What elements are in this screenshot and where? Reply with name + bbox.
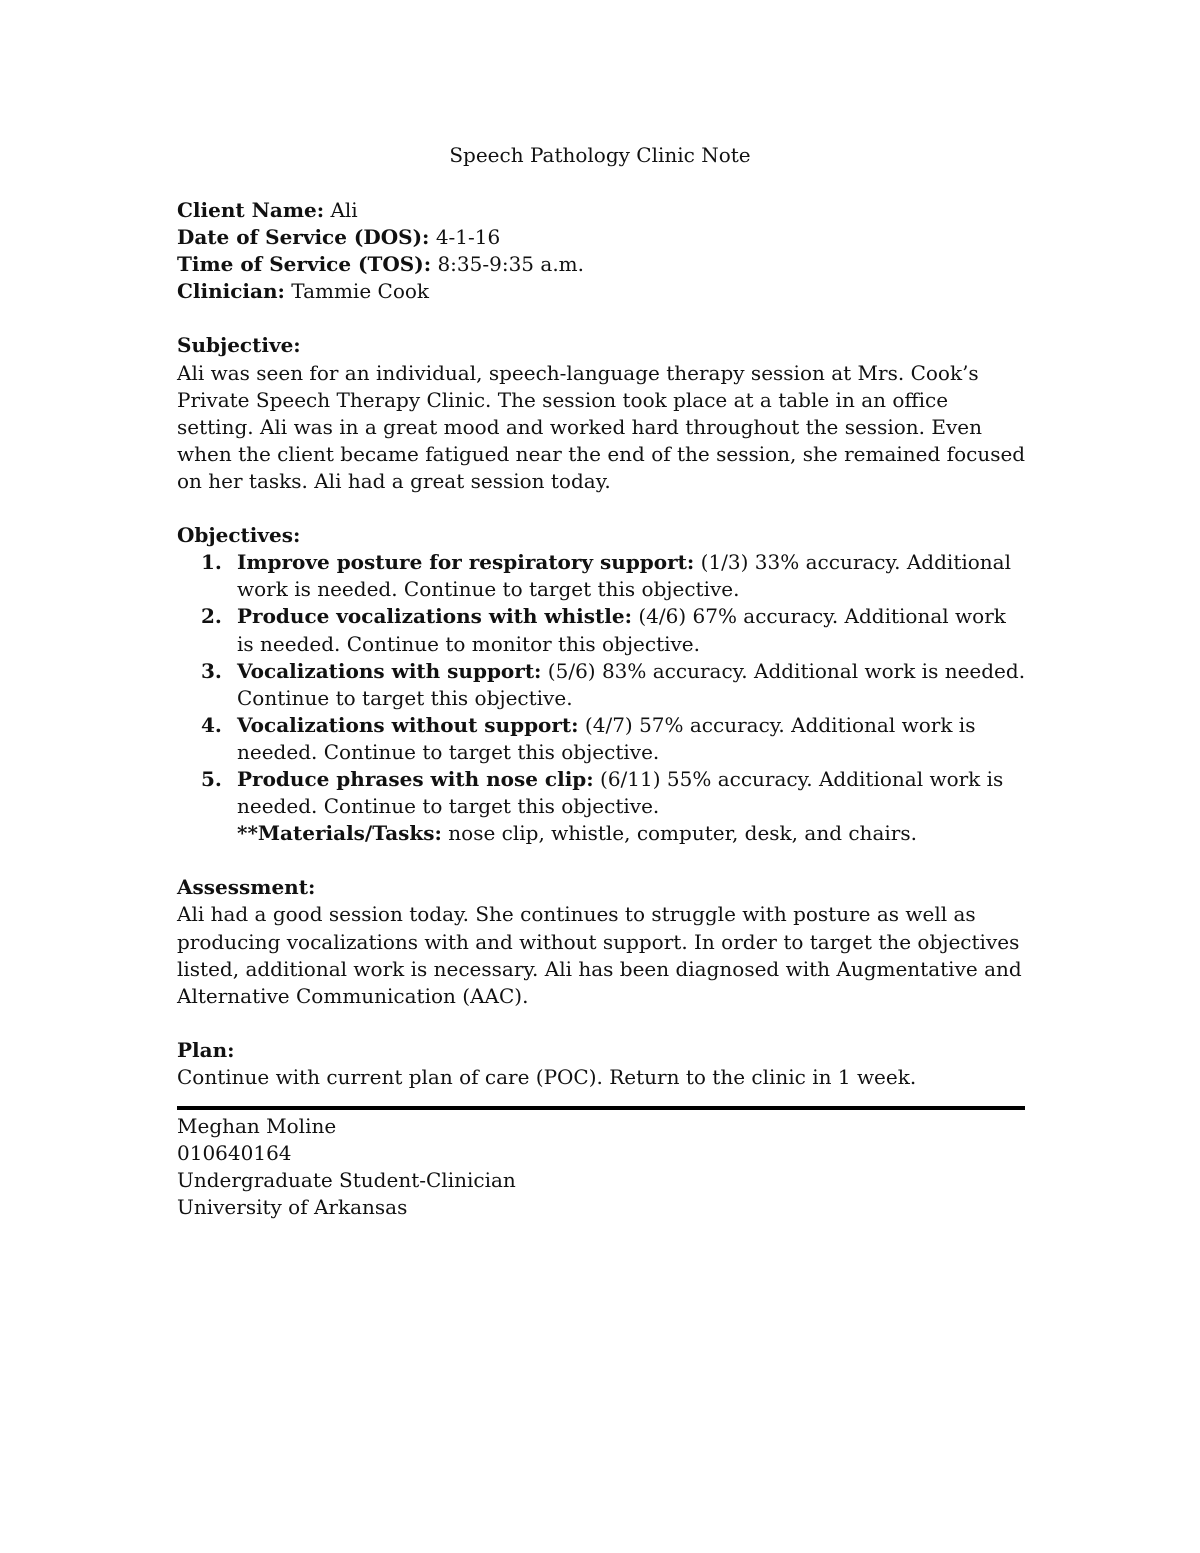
objective-label: Vocalizations with support: bbox=[237, 658, 542, 683]
objective-number: 5. bbox=[201, 766, 222, 791]
objective-label: Improve posture for respiratory support: bbox=[237, 550, 695, 575]
subjective-heading: Subjective: bbox=[177, 333, 301, 358]
time-of-service-line bbox=[177, 251, 1027, 278]
clinician-line bbox=[177, 278, 1027, 305]
objectives-section bbox=[177, 522, 1027, 847]
objective-item bbox=[177, 766, 1027, 820]
materials-label: **Materials/Tasks: bbox=[237, 821, 442, 846]
client-info bbox=[177, 197, 1027, 305]
objective-number: 1. bbox=[201, 550, 222, 575]
spacer bbox=[177, 305, 1027, 332]
signature-divider bbox=[177, 1106, 1025, 1110]
objective-label: Produce phrases with nose clip: bbox=[237, 766, 594, 791]
objective-text: (4/6) 67% accuracy. Additional work is needed. Continue to monitor this objective. bbox=[237, 604, 1006, 656]
objective-number: 3. bbox=[201, 658, 222, 683]
objective-number: 2. bbox=[201, 604, 222, 629]
plan-section bbox=[177, 1037, 1027, 1091]
client-name-line bbox=[177, 197, 1027, 224]
spacer bbox=[177, 847, 1027, 874]
plan-text: Continue with current plan of care (POC). Return to the clinic in 1 week. bbox=[177, 1065, 917, 1089]
assessment-section bbox=[177, 874, 1027, 1009]
signature-id: 010640164 bbox=[177, 1141, 292, 1166]
signature-role: Undergraduate Student-Clinician bbox=[177, 1168, 516, 1193]
date-of-service-value: 4-1-16 bbox=[435, 225, 501, 250]
subjective-section bbox=[177, 332, 1027, 495]
objective-number: 4. bbox=[201, 712, 222, 737]
signature-block bbox=[177, 1113, 1027, 1221]
objectives-list bbox=[177, 549, 1027, 820]
objectives-heading: Objectives: bbox=[177, 523, 301, 548]
document-title: Speech Pathology Clinic Note bbox=[449, 143, 751, 167]
clinician-value: Tammie Cook bbox=[291, 279, 430, 304]
objective-text: (6/11) 55% accuracy. Additional work is needed. Continue to target this objective. bbox=[237, 766, 1004, 819]
note-body bbox=[177, 197, 1027, 1221]
spacer bbox=[177, 495, 1027, 522]
objective-item bbox=[177, 549, 1027, 603]
materials-line bbox=[177, 820, 1027, 847]
objective-label: Vocalizations without support: bbox=[237, 712, 579, 737]
objective-text: (4/7) 57% accuracy. Additional work is needed. Continue to target this objective. bbox=[237, 712, 976, 764]
time-of-service-label: Time of Service (TOS): bbox=[177, 252, 432, 277]
signature-institution: University of Arkansas bbox=[177, 1195, 408, 1220]
client-name-value: Ali bbox=[330, 198, 358, 222]
signature-name: Meghan Moline bbox=[177, 1114, 337, 1139]
client-name-label: Client Name: bbox=[177, 198, 325, 222]
assessment-heading: Assessment: bbox=[177, 875, 316, 900]
assessment-text: Ali had a good session today. She continues to struggle with posture as well as producing vocalizations with and without support. In order to target the objectives listed, additional work is necessary. Ali has been diagnosed with Augmentative and Alternative Communication (AAC). bbox=[177, 902, 1022, 1008]
spacer bbox=[177, 1010, 1027, 1037]
objective-label: Produce vocalizations with whistle: bbox=[237, 604, 632, 629]
objective-item bbox=[177, 603, 1027, 657]
clinician-label: Clinician: bbox=[177, 279, 285, 304]
subjective-text: Ali was seen for an individual, speech-language therapy session at Mrs. Cook’s Private Speech Therapy Clinic. The session took place at a table in an office setting. Ali was in a great mood and worked hard throughout the session. Even when the client became fatigued near the end of the session, she remained focused on her tasks. Ali had a great session today. bbox=[177, 360, 1026, 493]
plan-heading: Plan: bbox=[177, 1037, 235, 1062]
objective-text: (5/6) 83% accuracy. Additional work is needed. Continue to target this objective. bbox=[237, 658, 1026, 710]
objective-text: (1/3) 33% accuracy. Additional work is needed. Continue to target this objective. bbox=[237, 550, 1011, 602]
objective-item bbox=[177, 712, 1027, 766]
objective-item bbox=[177, 658, 1027, 712]
materials-text: nose clip, whistle, computer, desk, and chairs. bbox=[448, 821, 917, 846]
date-of-service-line bbox=[177, 224, 1027, 251]
time-of-service-value: 8:35-9:35 a.m. bbox=[437, 252, 584, 277]
date-of-service-label: Date of Service (DOS): bbox=[177, 225, 430, 250]
